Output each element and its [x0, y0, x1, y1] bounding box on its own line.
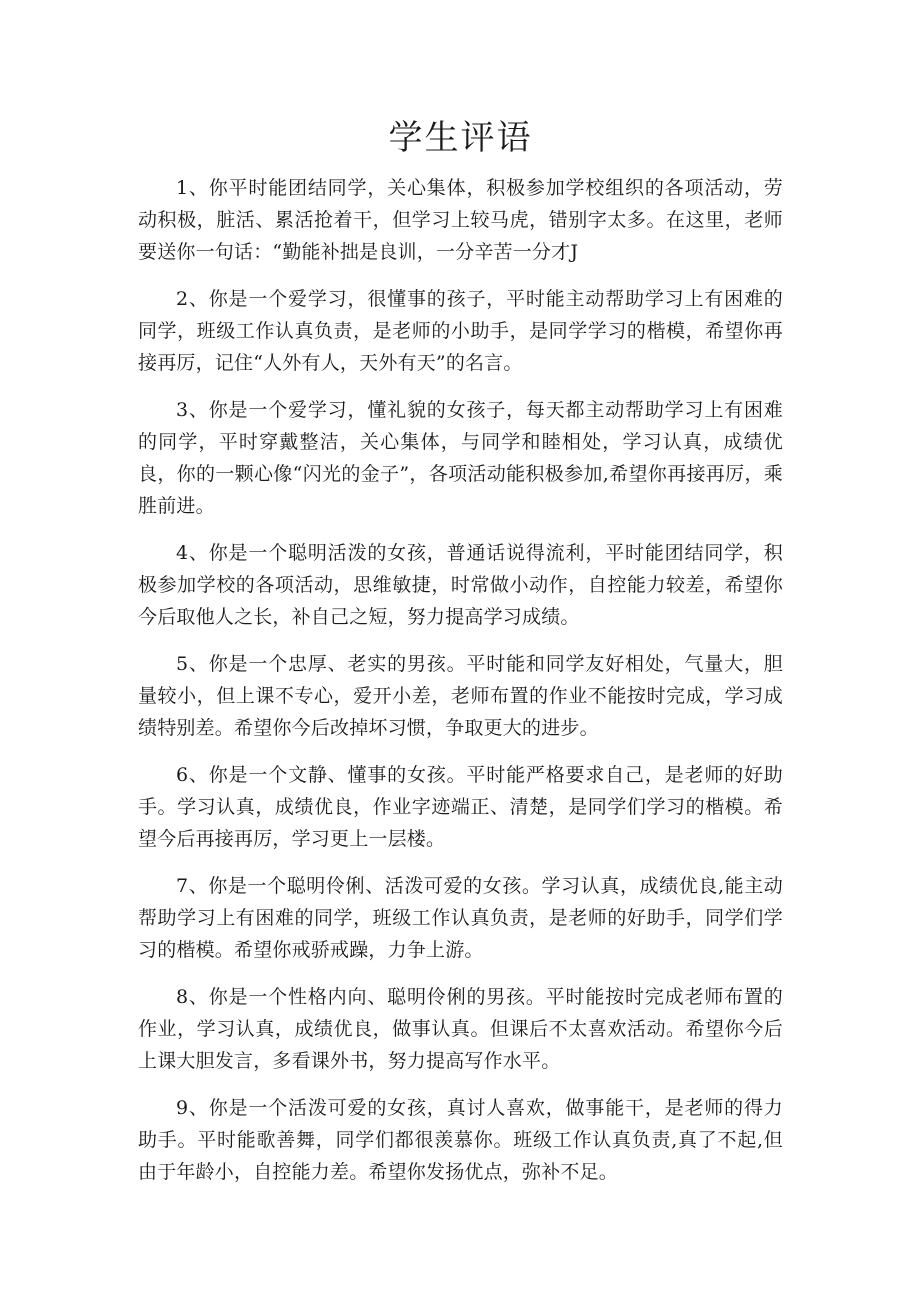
document-title: 学生评语 [388, 118, 533, 158]
comment-8: 8、你是一个性格内向、聪明伶俐的男孩。平时能按时完成老师布置的作业，学习认真，成绩优良，做事认真。但课后不太喜欢活动。希望你今后上课大胆发言，多看课外书，努力提高写作水平。 [138, 986, 783, 1072]
comment-9: 9、你是一个活泼可爱的女孩，真讨人喜欢，做事能干，是老师的得力助手。平时能歌善舞，同学们都很羡慕你。班级工作认真负责,真了不起,但由于年龄小，自控能力差。希望你发扬优点，弥补不足。 [138, 1097, 783, 1183]
comment-4: 4、你是一个聪明活泼的女孩，普通话说得流利，平时能团结同学，积极参加学校的各项活动，思维敏捷，时常做小动作，自控能力较差，希望你今后取他人之长，补自己之短，努力提高学习成绩。 [138, 542, 783, 628]
comment-5: 5、你是一个忠厚、老实的男孩。平时能和同学友好相处，气量大，胆量较小，但上课不专心，爱开小差，老师布置的作业不能按时完成，学习成绩特别差。希望你今后改掉坏习惯，争取更大的进步。 [138, 653, 783, 739]
comment-7: 7、你是一个聪明伶俐、活泼可爱的女孩。学习认真，成绩优良,能主动帮助学习上有困难的同学，班级工作认真负责，是老师的好助手，同学们学习的楷模。希望你戒骄戒躁，力争上游。 [138, 875, 783, 961]
comment-list [138, 172, 783, 1188]
comment-3: 3、你是一个爱学习，懂礼貌的女孩子，每天都主动帮助学习上有困难的同学，平时穿戴整洁，关心集体，与同学和睦相处，学习认真，成绩优良，你的一颗心像“闪光的金子”，各项活动能积极参加,希望你再接再厉，乘胜前进。 [138, 399, 783, 517]
comment-6: 6、你是一个文静、懂事的女孩。平时能严格要求自己，是老师的好助手。学习认真，成绩优良，作业字迹端正、清楚，是同学们学习的楷模。希望今后再接再厉，学习更上一层楼。 [138, 764, 783, 850]
document-page [138, 0, 783, 1203]
comment-1: 1、你平时能团结同学，关心集体，积极参加学校组织的各项活动，劳动积极，脏活、累活抢着干，但学习上较马虎，错别字太多。在这里，老师要送你一句话：“勤能补拙是良训，一分辛苦一分才J [138, 177, 783, 263]
comment-2: 2、你是一个爱学习，很懂事的孩子，平时能主动帮助学习上有困难的同学，班级工作认真负责，是老师的小助手，是同学学习的楷模，希望你再接再厉，记住“人外有人，天外有天”的名言。 [138, 288, 783, 374]
